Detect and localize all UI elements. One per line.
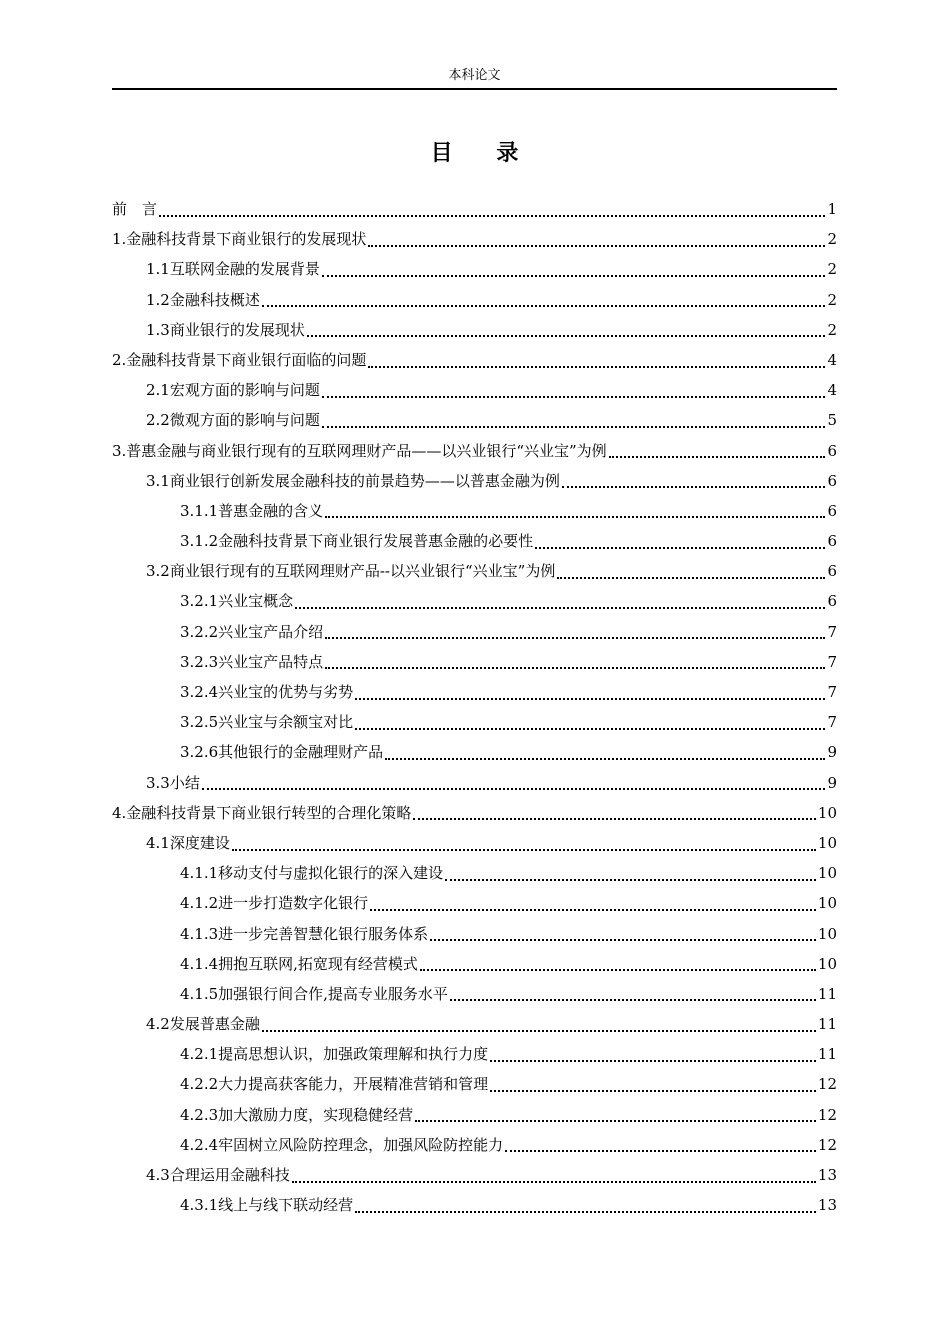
toc-leader-dots — [325, 666, 825, 669]
toc-entry-page: 6 — [827, 532, 837, 551]
toc-entry-page: 6 — [827, 441, 837, 460]
toc-leader-dots — [295, 606, 825, 609]
toc-entry-page: 2 — [827, 260, 837, 279]
toc-entry-page: 10 — [817, 924, 837, 943]
toc-entry[interactable] — [112, 586, 837, 616]
toc-entry-label: 4.1深度建设 — [146, 833, 230, 852]
toc-entry-label: 4.3.1线上与线下联动经营 — [180, 1196, 354, 1215]
toc-entry-label: 4.金融科技背景下商业银行转型的合理化策略 — [112, 803, 412, 822]
toc-entry-label: 3.2商业银行现有的互联网理财产品--以兴业银行“兴业宝”为例 — [146, 562, 556, 581]
toc-entry-page: 13 — [817, 1166, 837, 1184]
toc-entry[interactable] — [112, 224, 837, 254]
toc-entry[interactable] — [112, 466, 837, 496]
toc-entry-label: 3.3小结 — [146, 773, 200, 792]
toc-entry[interactable] — [112, 888, 837, 918]
toc-entry-label: 3.2.5兴业宝与余额宝对比 — [180, 713, 354, 732]
toc-entry-label: 3.2.6其他银行的金融理财产品 — [180, 743, 384, 762]
toc-entry-page: 2 — [827, 230, 837, 249]
toc-entry-label: 前 言 — [112, 200, 158, 218]
toc-leader-dots — [413, 817, 816, 820]
toc-entry-label: 1.金融科技背景下商业银行的发展现状 — [112, 230, 367, 249]
toc-entry-page: 6 — [827, 471, 837, 490]
toc-entry-page: 12 — [817, 1135, 837, 1154]
toc-entry[interactable] — [112, 1069, 837, 1099]
toc-entry[interactable] — [112, 707, 837, 737]
toc-entry-label: 4.2.4牢固树立风险防控理念，加强风险防控能力 — [180, 1135, 504, 1154]
toc-entry-page: 13 — [817, 1196, 837, 1215]
toc-leader-dots — [420, 968, 816, 971]
toc-entry[interactable] — [112, 979, 837, 1009]
table-of-contents — [112, 194, 837, 1220]
toc-leader-dots — [355, 697, 825, 700]
toc-entry-label: 4.1.3进一步完善智慧化银行服务体系 — [180, 924, 429, 943]
toc-leader-dots — [385, 757, 825, 760]
toc-leader-dots — [505, 1149, 816, 1152]
toc-entry-page: 4 — [827, 381, 837, 400]
toc-entry-label: 4.1.1移动支付与虚拟化银行的深入建设 — [180, 864, 444, 883]
toc-entry-label: 4.1.2进一步打造数字化银行 — [180, 894, 369, 913]
toc-leader-dots — [262, 1029, 816, 1032]
toc-entry[interactable] — [112, 647, 837, 677]
toc-entry[interactable] — [112, 375, 837, 405]
toc-entry-page: 2 — [827, 320, 837, 339]
toc-entry-label: 3.普惠金融与商业银行现有的互联网理财产品——以兴业银行“兴业宝”为例 — [112, 441, 607, 460]
toc-entry-page: 10 — [817, 864, 837, 883]
toc-entry-label: 2.2微观方面的影响与问题 — [146, 411, 320, 430]
toc-entry-page: 6 — [827, 562, 837, 581]
toc-entry[interactable] — [112, 556, 837, 586]
toc-entry-page: 6 — [827, 592, 837, 611]
toc-entry[interactable] — [112, 768, 837, 798]
toc-entry[interactable] — [112, 315, 837, 345]
toc-entry-page: 1 — [827, 200, 837, 218]
toc-leader-dots — [202, 787, 825, 790]
toc-entry-page: 7 — [827, 713, 837, 732]
toc-entry[interactable] — [112, 1100, 837, 1130]
toc-entry-label: 4.2.2大力提高获客能力，开展精准营销和管理 — [180, 1075, 489, 1094]
toc-entry[interactable] — [112, 1130, 837, 1160]
toc-entry[interactable] — [112, 405, 837, 435]
toc-leader-dots — [355, 727, 825, 730]
toc-leader-dots — [322, 395, 825, 398]
page-header: 本科论文 — [112, 66, 837, 90]
toc-entry[interactable] — [112, 798, 837, 828]
toc-entry-label: 1.3商业银行的发展现状 — [146, 320, 305, 339]
toc-entry-page: 7 — [827, 652, 837, 671]
toc-leader-dots — [445, 878, 816, 881]
toc-leader-dots — [490, 1059, 816, 1062]
toc-entry-page: 4 — [827, 350, 837, 369]
toc-entry-page: 9 — [827, 743, 837, 762]
toc-entry-label: 3.2.2兴业宝产品介绍 — [180, 622, 324, 641]
toc-leader-dots — [262, 304, 825, 307]
toc-entry-label: 3.2.4兴业宝的优势与劣势 — [180, 683, 354, 701]
toc-entry[interactable] — [112, 737, 837, 767]
toc-leader-dots — [370, 908, 816, 911]
toc-leader-dots — [562, 485, 825, 488]
toc-leader-dots — [159, 214, 825, 217]
toc-entry-page: 5 — [827, 411, 837, 430]
toc-entry-page: 9 — [827, 773, 837, 792]
toc-entry-page: 7 — [827, 683, 837, 701]
toc-leader-dots — [415, 1119, 816, 1122]
toc-entry-page: 10 — [817, 833, 837, 852]
toc-leader-dots — [322, 274, 825, 277]
toc-entry-label: 3.2.3兴业宝产品特点 — [180, 652, 324, 671]
toc-entry-label: 3.1商业银行创新发展金融科技的前景趋势——以普惠金融为例 — [146, 471, 560, 490]
toc-entry[interactable] — [112, 345, 837, 375]
toc-entry[interactable] — [112, 496, 837, 526]
toc-entry-page: 6 — [827, 501, 837, 520]
toc-leader-dots — [368, 244, 825, 247]
toc-entry-page: 12 — [817, 1075, 837, 1094]
toc-entry-page: 11 — [817, 1015, 837, 1034]
toc-leader-dots — [609, 455, 825, 458]
toc-entry[interactable] — [112, 617, 837, 647]
toc-entry-label: 4.1.4拥抱互联网,拓宽现有经营模式 — [180, 954, 418, 973]
toc-entry-label: 2.1宏观方面的影响与问题 — [146, 381, 320, 400]
toc-leader-dots — [322, 425, 825, 428]
toc-entry[interactable] — [112, 1190, 837, 1220]
toc-entry-label: 4.2发展普惠金融 — [146, 1015, 260, 1034]
toc-entry[interactable] — [112, 254, 837, 284]
toc-entry-page: 11 — [817, 984, 837, 1003]
toc-entry-page: 10 — [817, 894, 837, 913]
toc-entry-label: 4.2.1提高思想认识，加强政策理解和执行力度 — [180, 1045, 489, 1064]
toc-leader-dots — [325, 636, 825, 639]
toc-entry-label: 2.金融科技背景下商业银行面临的问题 — [112, 350, 367, 369]
toc-entry-label: 3.1.1普惠金融的含义 — [180, 501, 324, 520]
toc-entry[interactable] — [112, 1039, 837, 1069]
toc-entry-page: 10 — [817, 803, 837, 822]
toc-entry-page: 2 — [827, 290, 837, 309]
toc-entry[interactable] — [112, 677, 837, 707]
toc-entry-label: 1.2金融科技概述 — [146, 290, 260, 309]
toc-leader-dots — [355, 1210, 816, 1213]
toc-leader-dots — [490, 1089, 816, 1092]
toc-entry-page: 12 — [817, 1105, 837, 1124]
toc-entry-label: 3.1.2金融科技背景下商业银行发展普惠金融的必要性 — [180, 532, 534, 551]
toc-leader-dots — [535, 546, 825, 549]
toc-entry[interactable] — [112, 436, 837, 466]
toc-entry[interactable] — [112, 285, 837, 315]
toc-entry[interactable] — [112, 1160, 837, 1190]
toc-entry-label: 4.2.3加大激励力度，实现稳健经营 — [180, 1105, 414, 1124]
toc-leader-dots — [232, 848, 816, 851]
toc-leader-dots — [325, 515, 825, 518]
toc-leader-dots — [368, 365, 825, 368]
toc-entry-label: 4.3合理运用金融科技 — [146, 1166, 290, 1184]
toc-entry-page: 10 — [817, 954, 837, 973]
toc-entry[interactable] — [112, 828, 837, 858]
toc-leader-dots — [557, 576, 825, 579]
toc-leader-dots — [292, 1180, 816, 1183]
toc-entry[interactable] — [112, 949, 837, 979]
toc-entry-label: 4.1.5加强银行间合作,提高专业服务水平 — [180, 984, 448, 1003]
toc-leader-dots — [307, 334, 825, 337]
toc-entry-label: 1.1互联网金融的发展背景 — [146, 260, 320, 279]
toc-entry-page: 7 — [827, 622, 837, 641]
toc-entry[interactable] — [112, 1009, 837, 1039]
toc-title: 目 录 — [430, 141, 537, 166]
toc-entry-label: 3.2.1兴业宝概念 — [180, 592, 294, 611]
toc-entry-page: 11 — [817, 1045, 837, 1064]
toc-entry[interactable] — [112, 919, 837, 949]
toc-entry[interactable] — [112, 526, 837, 556]
toc-leader-dots — [450, 998, 816, 1001]
toc-entry[interactable] — [112, 194, 837, 224]
toc-entry[interactable] — [112, 858, 837, 888]
toc-leader-dots — [430, 938, 816, 941]
